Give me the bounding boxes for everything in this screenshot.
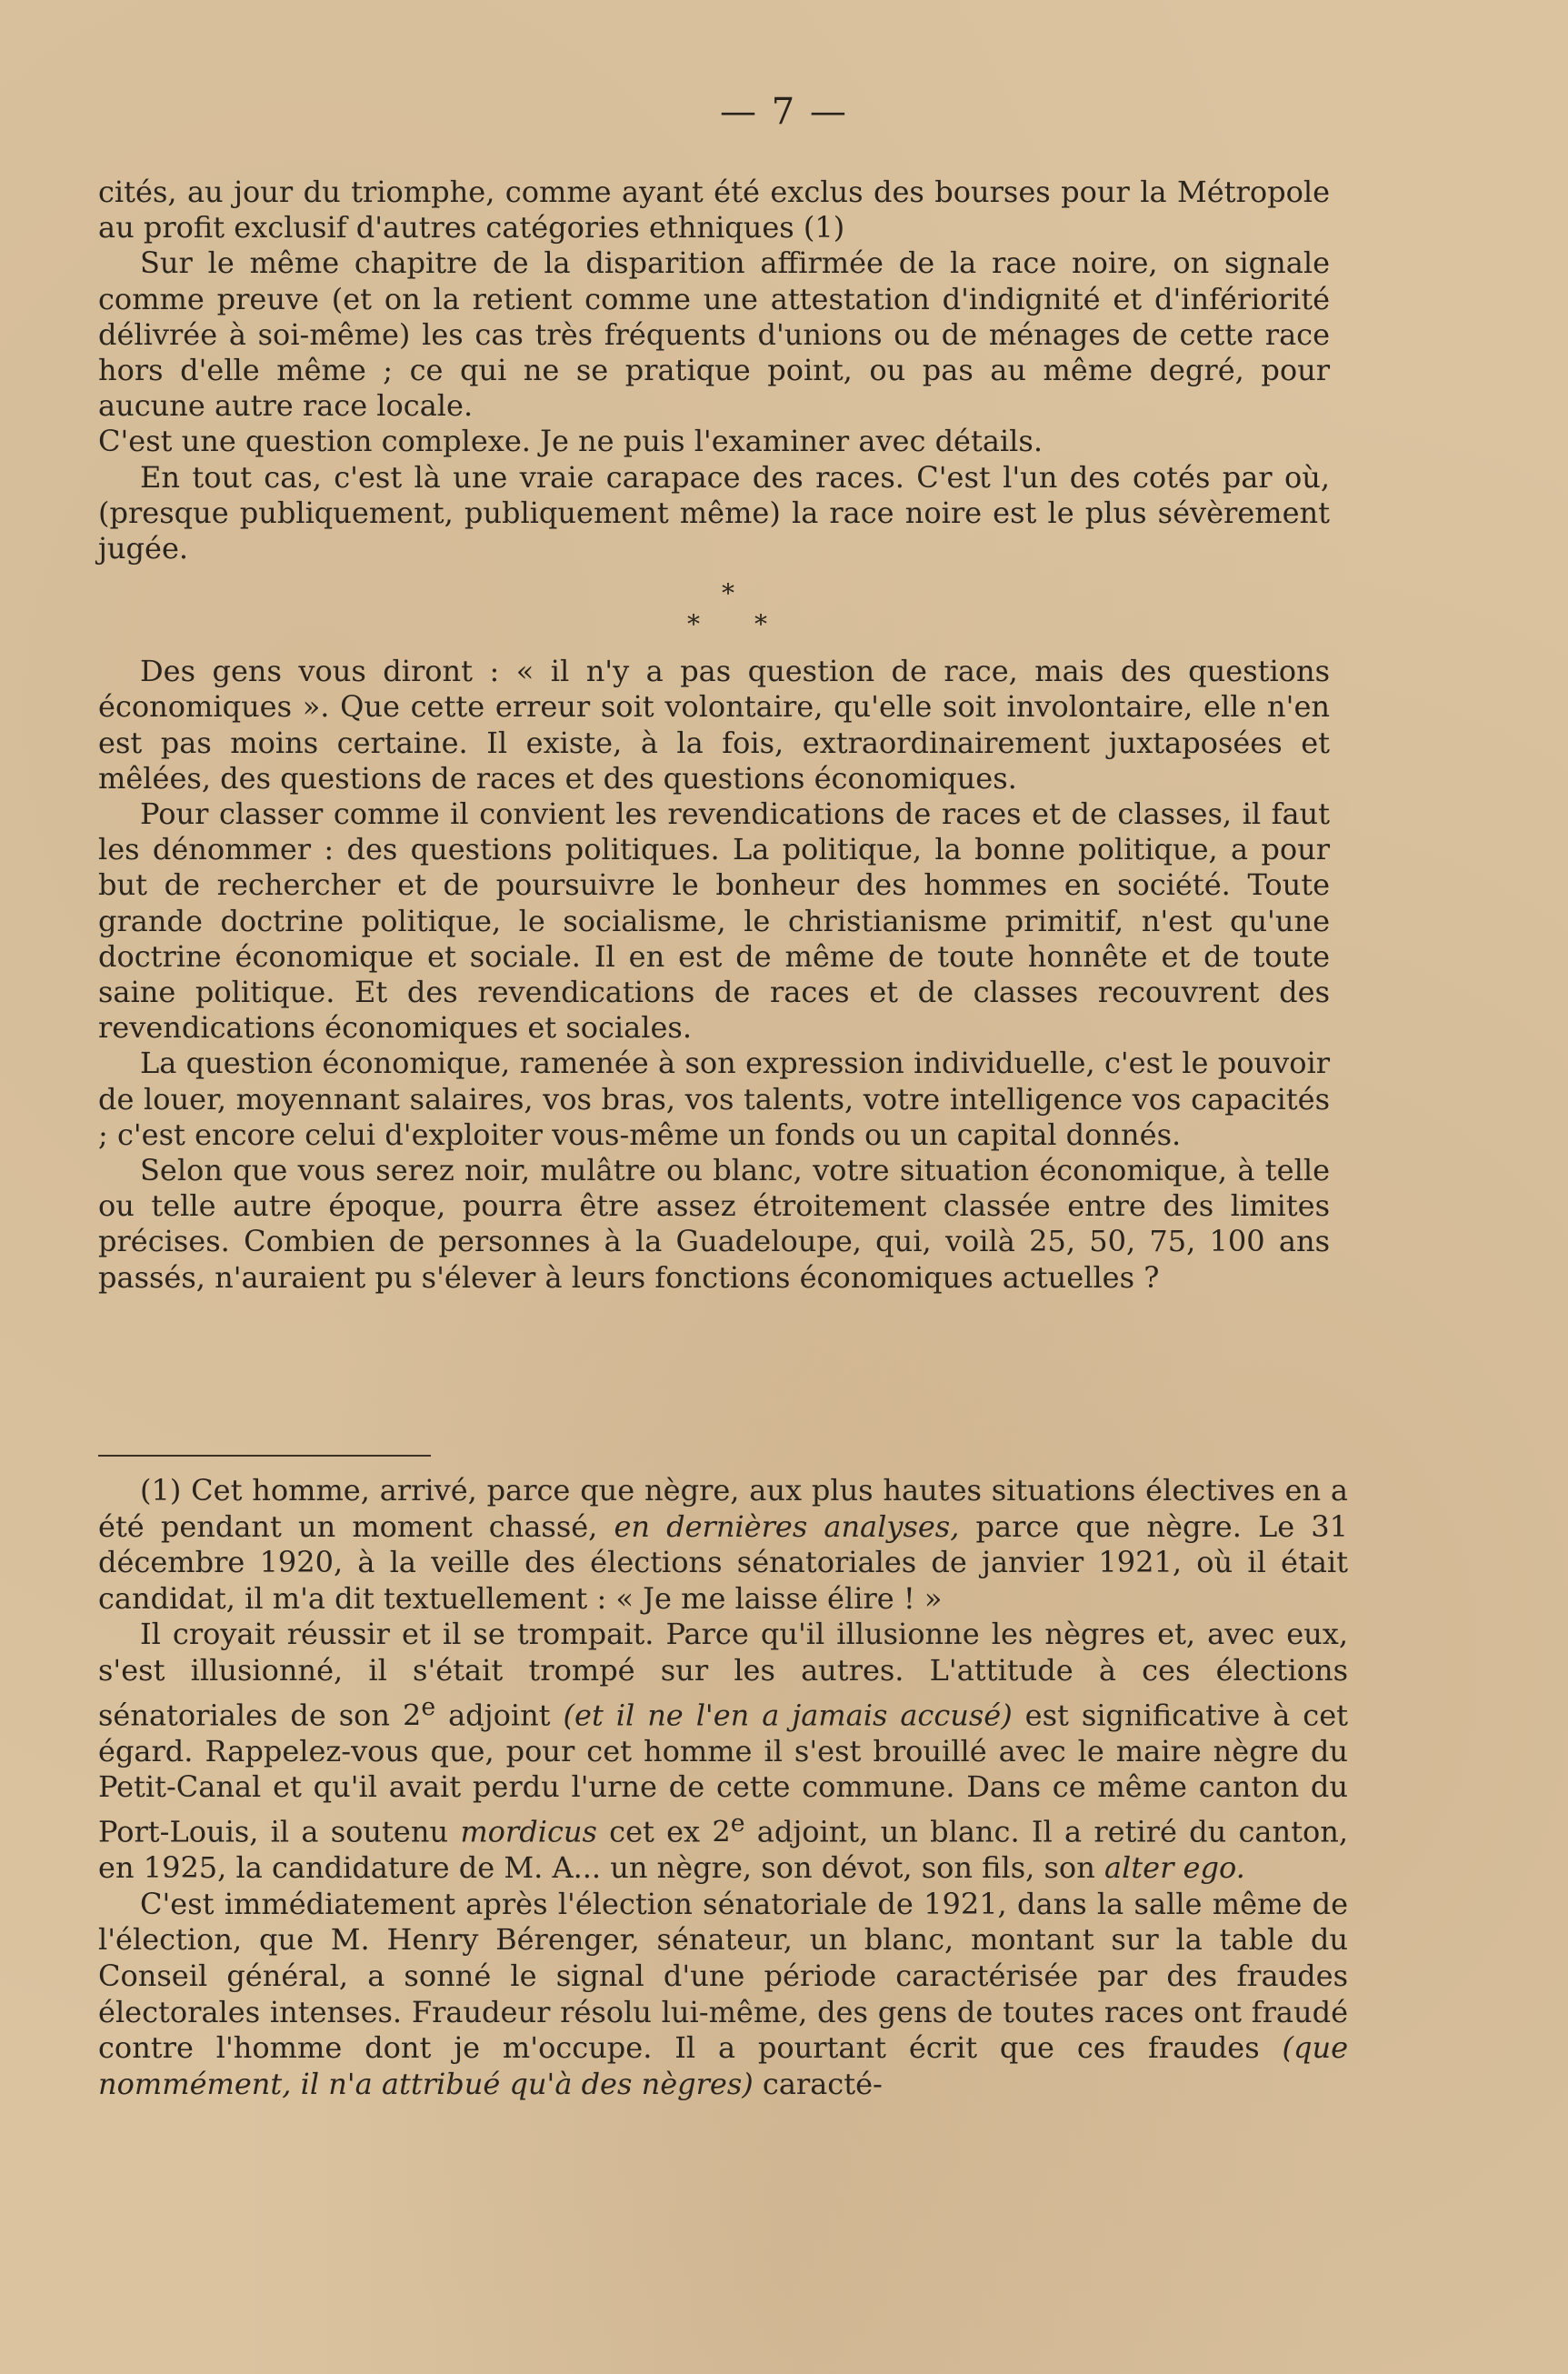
paragraph-7: La question économique, ramenée à son expression individuelle, c'est le pouvoir de louer, moyennant salaires, vos bras, vos talents, votre intelligence vos capacités ; c'est encore celui d'exploiter vous-même un fonds ou un capital donnés. — [98, 1046, 1330, 1152]
footnote-1 — [98, 1473, 1348, 1617]
footnotes — [98, 1473, 1348, 2102]
paragraph-2: Sur le même chapitre de la disparition affirmée de la race noire, on signale comme preuve (et on la retient comme une attestation d'indignité et d'infériorité délivrée à soi-même) les cas très fréquents d'unions ou de ménages de cette race hors d'elle même ; ce qui ne se pratique point, ou pas au même degré, pour aucune autre race locale. — [98, 245, 1330, 424]
footnote-2-text-c: est significative à cet égard. Rappelez-vous que, pour cet homme il s'est brouillé avec le maire nègre du Petit-Canal et qu'il avait perdu l'urne de cette commune. Dans ce même canton du Port-Louis, il a soutenu — [98, 1698, 1349, 1849]
paragraph-1: cités, au jour du triomphe, comme ayant été exclus des bourses pour la Métropole au profit exclusif d'autres catégories ethniques (1) — [98, 175, 1330, 245]
footnote-1-italic: en dernières analyses, — [614, 1508, 960, 1544]
paragraph-6: Pour classer comme il convient les revendications de races et de classes, il faut les dénommer : des questions politiques. La politique, la bonne politique, a pour but de rechercher et de poursuivre le bonheur des hommes en société. Toute grande doctrine politique, le socialisme, le christianisme primitif, n'est qu'une doctrine économique et sociale. Il en est de même de toute honnête et de toute saine politique. Et des revendications de races et de classes recouvrent des revendications économiques et sociales. — [98, 796, 1330, 1046]
footnote-1-text-a: (1) Cet homme, arrivé, parce que nègre, aux plus hautes situations électives en a été pendant un moment chassé, — [98, 1473, 1348, 1544]
footnote-2-text-e: adjoint, un blanc. Il a retiré du canton, en 1925, la candidature de M. A... un nègre, son dévot, son fils, son — [98, 1814, 1349, 1886]
superscript-e: e — [730, 1809, 745, 1838]
footnote-2-text-a: Il croyait réussir et il se trompait. Parce qu'il illusionne les nègres et, avec eux, s'est illusionné, il s'était trompé sur les autres. L'attitude à ces élections sénatoriales de son 2 — [98, 1617, 1348, 1733]
separator-star: * — [754, 609, 767, 640]
footnote-2-italic-alter-ego: alter ego. — [1104, 1850, 1245, 1886]
footnote-2-italic-mordicus: mordicus — [460, 1814, 597, 1849]
footnote-3-text-b: caracté- — [753, 2066, 883, 2101]
footnote-1-text-b: parce que nègre. Le 31 décembre 1920, à la veille des élections sénatoriales de janvier 1921, où il était candidat, il m'a dit textuellement : « Je me laisse élire ! » — [98, 1508, 1349, 1616]
paragraph-5: Des gens vous diront : « il n'y a pas question de race, mais des questions économiques ». Que cette erreur soit volontaire, qu'elle soit involontaire, elle n'en est pas moins certaine. Il existe, à la fois, extraordinairement juxtaposées et mêlées, des questions de races et des questions économiques. — [98, 654, 1330, 796]
footnote-2-text-b: adjoint — [435, 1698, 564, 1733]
footnote-3-italic: (que nommément, il n'a attribué qu'à des nègres) — [98, 2030, 1348, 2101]
footnote-2 — [98, 1617, 1348, 1886]
footnote-3-text-a: C'est immédiatement après l'élection sénatoriale de 1921, dans la salle même de l'élection, que M. Henry Bérenger, sénateur, un blanc, montant sur la table du Conseil général, a sonné le signal d'une période caractérisée par des fraudes électorales intenses. Fraudeur résolu lui-même, des gens de toutes races ont fraudé contre l'homme dont je m'occupe. Il a pourtant écrit que ces fraudes — [98, 1886, 1348, 2066]
superscript-e: e — [421, 1692, 436, 1721]
footnote-2-italic: (et il ne l'en a jamais accusé) — [563, 1698, 1013, 1733]
separator-star: * — [687, 609, 700, 640]
section-separator-stars — [98, 566, 1330, 654]
page-number: — 7 — — [720, 91, 848, 133]
paragraph-3: C'est une question complexe. Je ne puis l'examiner avec détails. — [98, 424, 1043, 459]
paragraph-4: En tout cas, c'est là une vraie carapace des races. C'est l'un des cotés par où, (presque publiquement, publiquement même) la race noire est le plus sévèrement jugée. — [98, 459, 1330, 566]
footnote-divider — [98, 1455, 431, 1457]
footnote-2-text-d: cet ex 2 — [596, 1814, 731, 1849]
main-text — [98, 175, 1330, 1296]
separator-star: * — [722, 578, 734, 609]
paragraph-8: Selon que vous serez noir, mulâtre ou blanc, votre situation économique, à telle ou telle autre époque, pourra être assez étroitement classée entre des limites précises. Combien de personnes à la Guadeloupe, qui, voilà 25, 50, 75, 100 ans passés, n'auraient pu s'élever à leurs fonctions économiques actuelles ? — [98, 1153, 1330, 1295]
footnote-3 — [98, 1887, 1348, 2103]
